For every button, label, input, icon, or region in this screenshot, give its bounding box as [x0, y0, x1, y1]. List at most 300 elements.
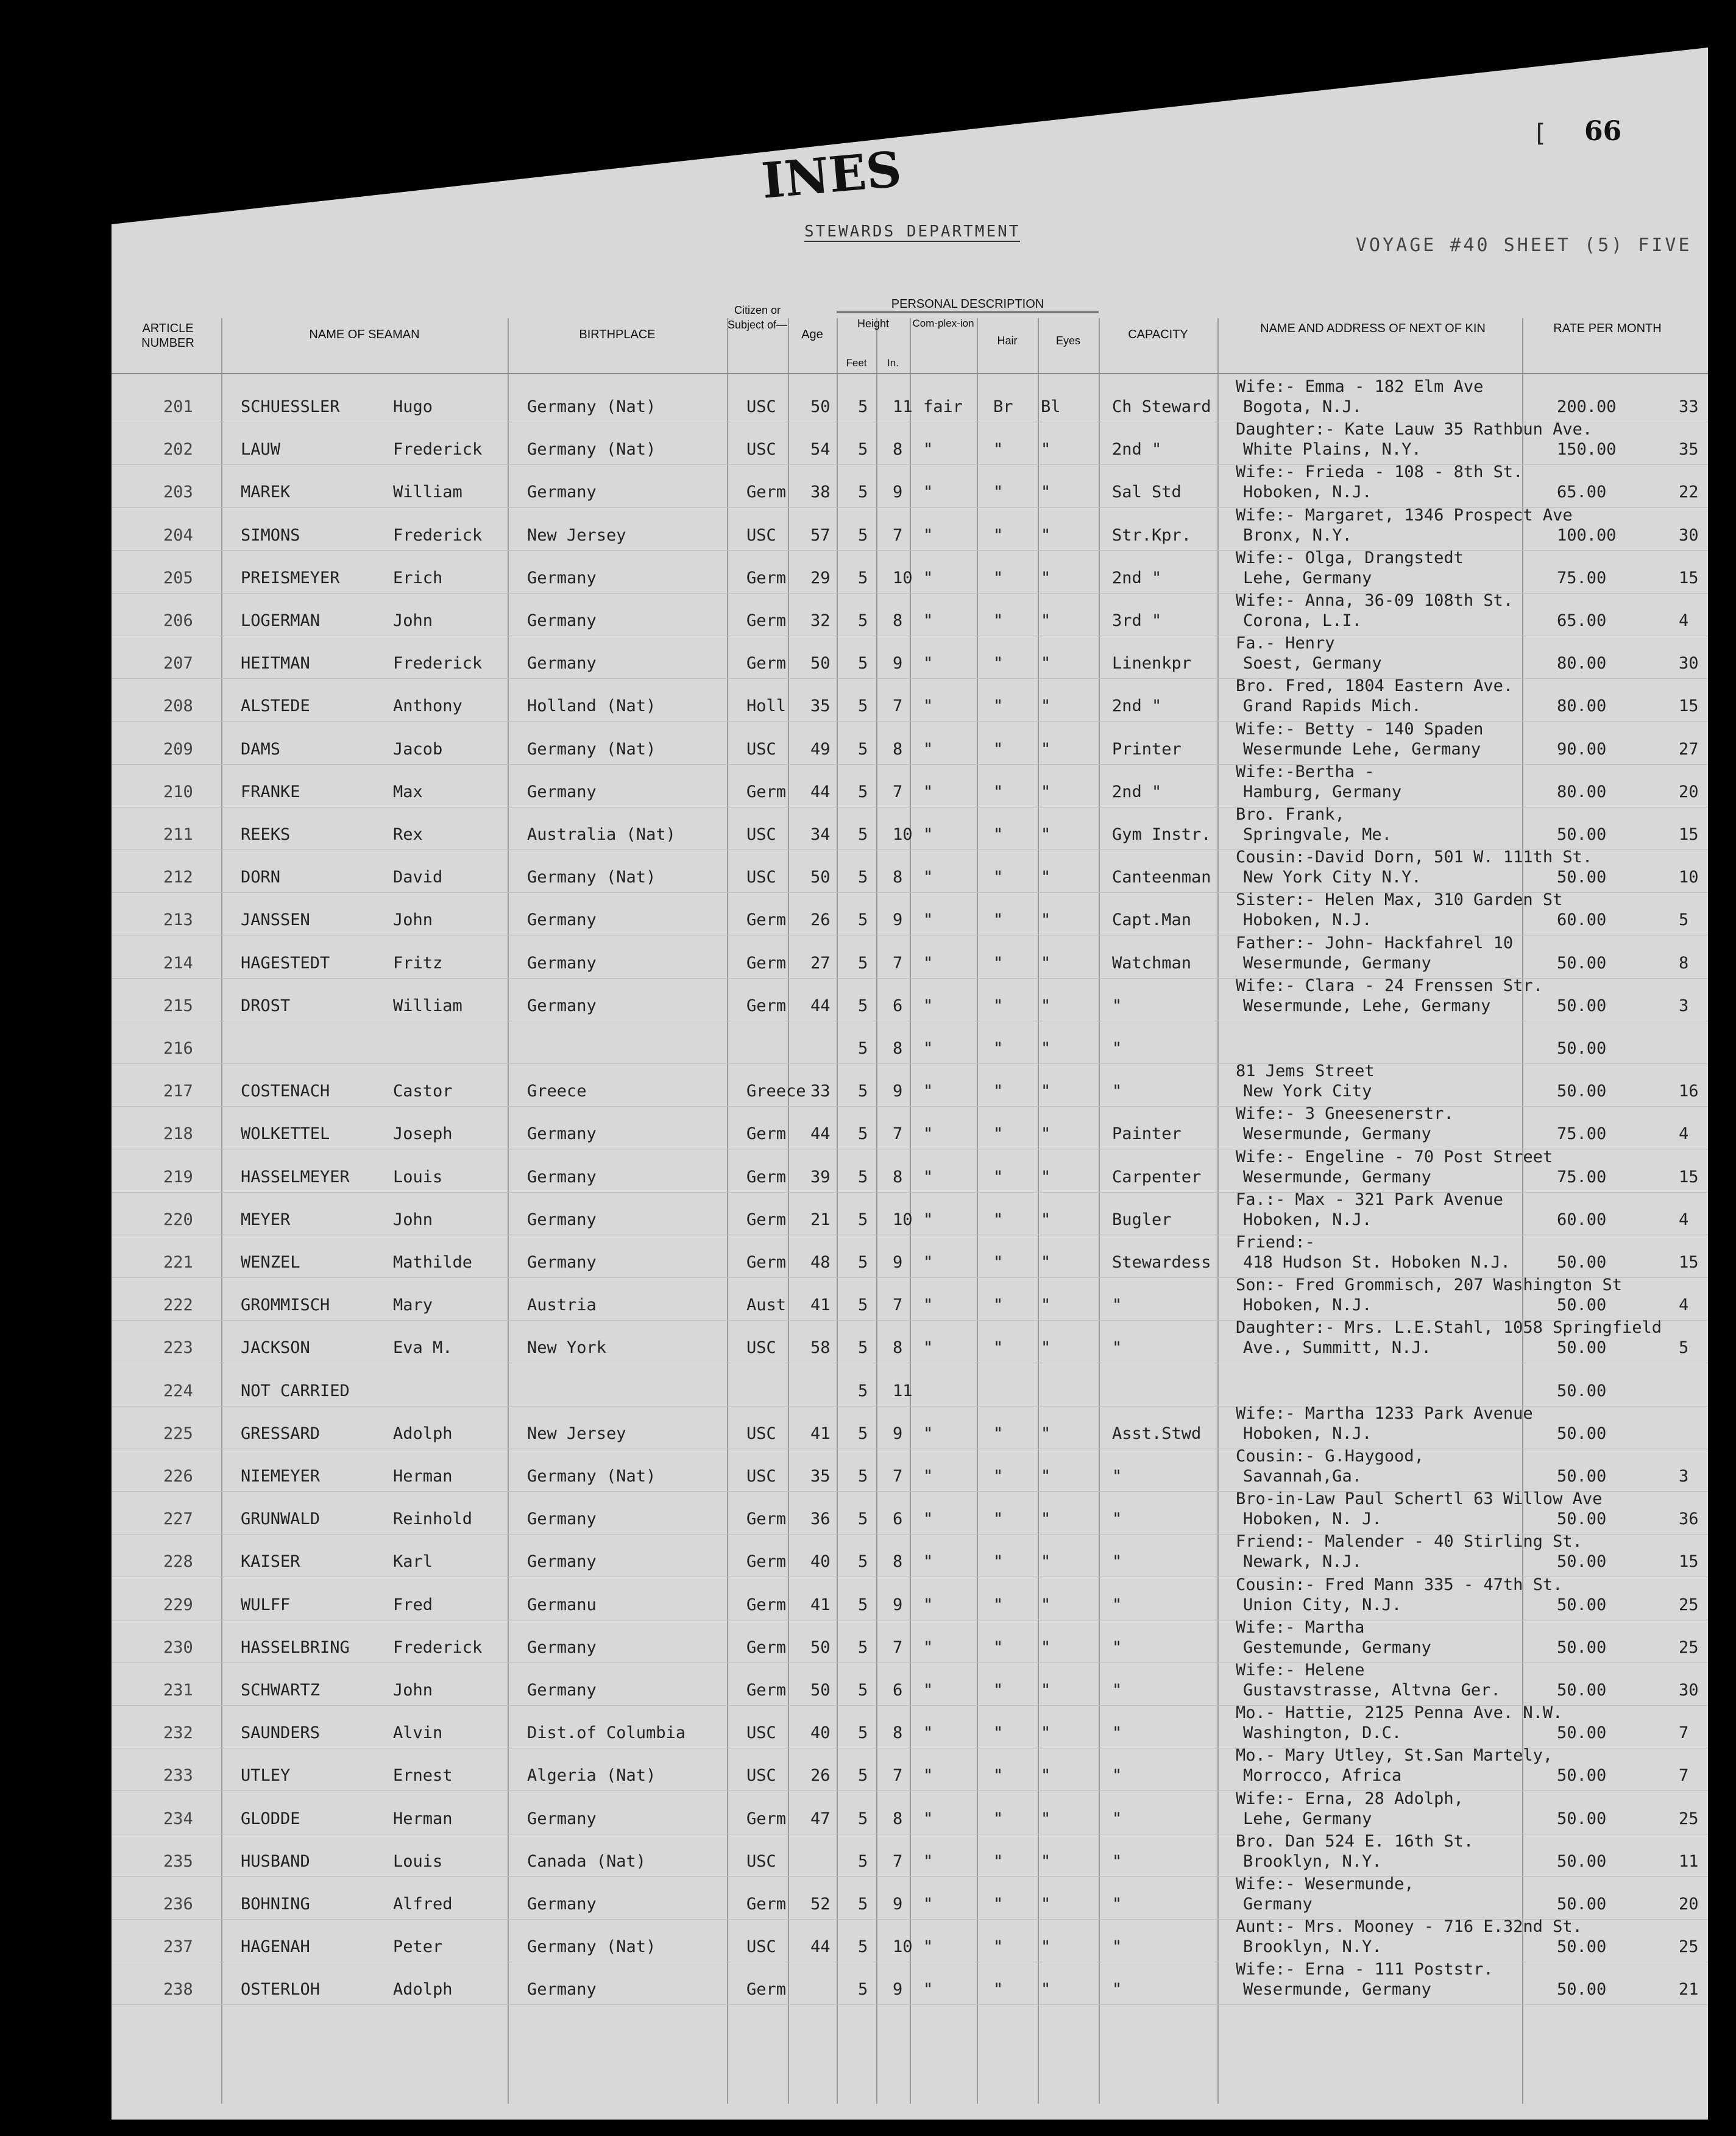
marginal-number: 4 — [1679, 611, 1689, 630]
eyes: " — [1041, 1895, 1051, 1914]
rate-per-month: 80.00 — [1557, 697, 1607, 715]
birthplace: New Jersey — [527, 1424, 626, 1443]
seaman-given-name: John — [393, 1681, 433, 1700]
table-row — [0, 762, 1736, 823]
article-number: 201 — [163, 397, 193, 416]
age: 21 — [810, 1210, 831, 1229]
hair: " — [993, 483, 1004, 502]
age: 26 — [810, 1766, 831, 1785]
article-number: 222 — [163, 1296, 193, 1315]
complexion: " — [923, 1039, 934, 1058]
height-inches: 7 — [893, 1638, 903, 1657]
height-inches: 9 — [893, 483, 903, 502]
next-of-kin-name: Father:- John- Hackfahrel 10 — [1236, 934, 1514, 953]
header-inches: In. — [887, 357, 899, 369]
next-of-kin-name: Daughter:- Mrs. L.E.Stahl, 1058 Springfield — [1236, 1318, 1662, 1337]
height-feet: 5 — [858, 1937, 868, 1956]
article-number: 208 — [163, 697, 193, 715]
hair: " — [993, 611, 1004, 630]
height-feet: 5 — [858, 740, 868, 759]
rate-per-month: 50.00 — [1557, 1980, 1607, 1999]
next-of-kin-address: Hoboken, N.J. — [1243, 910, 1372, 929]
seaman-given-name: Hugo — [393, 397, 433, 416]
capacity: Stewardess — [1112, 1253, 1211, 1272]
header-rate: RATE PER MONTH — [1553, 322, 1662, 335]
height-inches: 9 — [893, 910, 903, 929]
height-feet: 5 — [858, 1766, 868, 1785]
complexion: fair — [923, 397, 963, 416]
complexion: " — [923, 569, 934, 587]
article-number: 225 — [163, 1424, 193, 1443]
seaman-given-name: Frederick — [393, 526, 483, 545]
age: 52 — [810, 1895, 831, 1914]
seaman-given-name: Peter — [393, 1937, 443, 1956]
rate-per-month: 75.00 — [1557, 569, 1607, 587]
birthplace: Germany — [527, 569, 597, 587]
citizenship: USC — [746, 1424, 776, 1443]
article-number: 223 — [163, 1338, 193, 1357]
header-article-number: ARTICLE NUMBER — [141, 322, 194, 350]
next-of-kin-address: Newark, N.J. — [1243, 1552, 1362, 1571]
marginal-number: 33 — [1679, 397, 1699, 416]
hair: " — [993, 954, 1004, 973]
height-inches: 9 — [893, 1424, 903, 1443]
marginal-number: 5 — [1679, 1338, 1689, 1357]
height-feet: 5 — [858, 1681, 868, 1700]
next-of-kin-address: Savannah,Ga. — [1243, 1467, 1362, 1486]
next-of-kin-address: Hoboken, N.J. — [1243, 1296, 1372, 1315]
capacity: " — [1112, 1638, 1122, 1657]
height-inches: 7 — [893, 1766, 903, 1785]
height-feet: 5 — [858, 654, 868, 673]
hair: " — [993, 1552, 1004, 1571]
seaman-given-name: Louis — [393, 1168, 443, 1187]
birthplace: Germany — [527, 1510, 597, 1528]
birthplace: Germany — [527, 611, 597, 630]
capacity: Printer — [1112, 740, 1182, 759]
height-feet: 5 — [858, 1082, 868, 1101]
seaman-surname: HAGENAH — [241, 1937, 310, 1956]
article-number: 217 — [163, 1082, 193, 1101]
eyes: " — [1041, 1723, 1051, 1742]
birthplace: Germany (Nat) — [527, 440, 656, 459]
age: 47 — [810, 1809, 831, 1828]
marginal-number: 27 — [1679, 740, 1699, 759]
seaman-surname: WULFF — [241, 1595, 291, 1614]
marginal-number: 15 — [1679, 569, 1699, 587]
capacity: " — [1112, 1766, 1122, 1785]
age: 40 — [810, 1723, 831, 1742]
birthplace: Germany — [527, 483, 597, 502]
rate-per-month: 90.00 — [1557, 740, 1607, 759]
marginal-number: 10 — [1679, 868, 1699, 887]
marginal-number: 30 — [1679, 526, 1699, 545]
seaman-surname: GLODDE — [241, 1809, 300, 1828]
eyes: " — [1041, 868, 1051, 887]
department-title: STEWARDS DEPARTMENT — [804, 222, 1021, 241]
seaman-given-name: William — [393, 483, 462, 502]
citizenship: Germ — [746, 1510, 787, 1528]
citizenship: USC — [746, 1723, 776, 1742]
height-feet: 5 — [858, 868, 868, 887]
article-number: 232 — [163, 1723, 193, 1742]
seaman-surname: OSTERLOH — [241, 1980, 321, 1999]
marginal-number: 25 — [1679, 1937, 1699, 1956]
citizenship: Germ — [746, 611, 787, 630]
eyes: " — [1041, 1766, 1051, 1785]
hair: " — [993, 1296, 1004, 1315]
next-of-kin-address: Ave., Summitt, N.J. — [1243, 1338, 1431, 1357]
citizenship: Greece — [746, 1082, 806, 1101]
age: 41 — [810, 1424, 831, 1443]
complexion: " — [923, 1766, 934, 1785]
height-feet: 5 — [858, 1424, 868, 1443]
eyes: Bl — [1041, 397, 1061, 416]
seaman-surname: GRUNWALD — [241, 1510, 321, 1528]
rate-per-month: 50.00 — [1557, 954, 1607, 973]
height-inches: 8 — [893, 440, 903, 459]
seaman-surname: SCHWARTZ — [241, 1681, 321, 1700]
seaman-surname: KAISER — [241, 1552, 300, 1571]
page-number: 66 — [1584, 116, 1622, 147]
rate-per-month: 50.00 — [1557, 1082, 1607, 1101]
complexion: " — [923, 1723, 934, 1742]
complexion: " — [923, 825, 934, 844]
age: 54 — [810, 440, 831, 459]
next-of-kin-name: Wife:- Erna - 111 Poststr. — [1236, 1960, 1493, 1979]
height-feet: 5 — [858, 526, 868, 545]
seaman-given-name: Joseph — [393, 1124, 453, 1143]
hair: " — [993, 1124, 1004, 1143]
height-inches: 8 — [893, 1552, 903, 1571]
capacity: Carpenter — [1112, 1168, 1202, 1187]
height-feet: 5 — [858, 1039, 868, 1058]
next-of-kin-name: Cousin:- G.Haygood, — [1236, 1447, 1424, 1466]
seaman-surname: LAUW — [241, 440, 281, 459]
hair: " — [993, 697, 1004, 715]
article-number: 210 — [163, 782, 193, 801]
hair: " — [993, 526, 1004, 545]
article-number: 215 — [163, 996, 193, 1015]
article-number: 202 — [163, 440, 193, 459]
header-height: Height — [857, 318, 890, 330]
citizenship: Germ — [746, 1210, 787, 1229]
hair: " — [993, 825, 1004, 844]
birthplace: Austria — [527, 1296, 597, 1315]
birthplace: Germany — [527, 1124, 597, 1143]
complexion: " — [923, 1681, 934, 1700]
eyes: " — [1041, 1852, 1051, 1871]
rate-per-month: 50.00 — [1557, 868, 1607, 887]
height-inches: 8 — [893, 868, 903, 887]
complexion: " — [923, 1296, 934, 1315]
hair: " — [993, 1039, 1004, 1058]
complexion: " — [923, 1638, 934, 1657]
header-name-of-seaman: NAME OF SEAMAN — [309, 328, 420, 341]
capacity: " — [1112, 1852, 1122, 1871]
table-row — [0, 1618, 1736, 1678]
complexion: " — [923, 697, 934, 715]
complexion: " — [923, 1510, 934, 1528]
eyes: " — [1041, 1210, 1051, 1229]
rate-per-month: 50.00 — [1557, 1510, 1607, 1528]
seaman-surname: SAUNDERS — [241, 1723, 321, 1742]
age: 58 — [810, 1338, 831, 1357]
rate-per-month: 65.00 — [1557, 483, 1607, 502]
article-number: 216 — [163, 1039, 193, 1058]
next-of-kin-address: Wesermunde, Germany — [1243, 1980, 1431, 1999]
next-of-kin-address: Springvale, Me. — [1243, 825, 1392, 844]
birthplace: Holland (Nat) — [527, 697, 656, 715]
complexion: " — [923, 1467, 934, 1486]
header-rule — [112, 373, 1708, 374]
rate-per-month: 60.00 — [1557, 1210, 1607, 1229]
capacity: Linenkpr — [1112, 654, 1192, 673]
eyes: " — [1041, 1424, 1051, 1443]
height-inches: 6 — [893, 1510, 903, 1528]
table-row — [0, 1960, 1736, 2020]
birthplace: Germany (Nat) — [527, 1937, 656, 1956]
capacity: " — [1112, 1937, 1122, 1956]
rate-per-month: 50.00 — [1557, 1552, 1607, 1571]
capacity: 2nd " — [1112, 440, 1162, 459]
birthplace: Germany — [527, 1809, 597, 1828]
seaman-surname: HEITMAN — [241, 654, 310, 673]
article-number: 230 — [163, 1638, 193, 1657]
height-inches: 7 — [893, 782, 903, 801]
eyes: " — [1041, 697, 1051, 715]
eyes: " — [1041, 740, 1051, 759]
height-inches: 8 — [893, 740, 903, 759]
table-row — [0, 1190, 1736, 1251]
capacity: " — [1112, 1039, 1122, 1058]
next-of-kin-address: Bogota, N.J. — [1243, 397, 1362, 416]
seaman-given-name: John — [393, 611, 433, 630]
citizenship: USC — [746, 825, 776, 844]
capacity: Asst.Stwd — [1112, 1424, 1202, 1443]
row-rule — [112, 1876, 1708, 1877]
eyes: " — [1041, 1253, 1051, 1272]
capacity: 2nd " — [1112, 697, 1162, 715]
hair: " — [993, 1766, 1004, 1785]
marginal-number: 7 — [1679, 1723, 1689, 1742]
seaman-surname: HASSELBRING — [241, 1638, 350, 1657]
seaman-given-name: William — [393, 996, 462, 1015]
next-of-kin-name: Cousin:- Fred Mann 335 - 47th St. — [1236, 1575, 1563, 1594]
marginal-number: 30 — [1679, 654, 1699, 673]
seaman-given-name: Castor — [393, 1082, 453, 1101]
age: 36 — [810, 1510, 831, 1528]
rate-per-month: 50.00 — [1557, 1681, 1607, 1700]
age: 50 — [810, 397, 831, 416]
birthplace: Germany — [527, 1253, 597, 1272]
complexion: " — [923, 1552, 934, 1571]
age: 44 — [810, 782, 831, 801]
next-of-kin-name: Fa.- Henry — [1236, 634, 1335, 653]
seaman-given-name: Frederick — [393, 440, 483, 459]
marginal-number: 4 — [1679, 1210, 1689, 1229]
citizenship: Germ — [746, 1980, 787, 1999]
height-inches: 10 — [893, 569, 913, 587]
rate-per-month: 80.00 — [1557, 654, 1607, 673]
height-inches: 11 — [893, 1382, 913, 1400]
age: 29 — [810, 569, 831, 587]
capacity: Sal Std — [1112, 483, 1182, 502]
seaman-surname: GROMMISCH — [241, 1296, 330, 1315]
rate-per-month: 50.00 — [1557, 1382, 1607, 1400]
next-of-kin-name: Cousin:-David Dorn, 501 W. 111th St. — [1236, 848, 1593, 867]
height-inches: 9 — [893, 1082, 903, 1101]
torn-heading: INES — [759, 140, 904, 210]
complexion: " — [923, 526, 934, 545]
next-of-kin-name: Wife:- Olga, Drangstedt — [1236, 548, 1464, 567]
next-of-kin-address: Brooklyn, N.Y. — [1243, 1937, 1382, 1956]
header-age: Age — [801, 328, 823, 341]
height-inches: 7 — [893, 1296, 903, 1315]
height-inches: 10 — [893, 1937, 913, 1956]
seaman-given-name: Reinhold — [393, 1510, 473, 1528]
seaman-surname: SIMONS — [241, 526, 300, 545]
article-number: 205 — [163, 569, 193, 587]
hair: " — [993, 1082, 1004, 1101]
height-feet: 5 — [858, 611, 868, 630]
height-inches: 9 — [893, 1980, 903, 1999]
seaman-surname: JACKSON — [241, 1338, 310, 1357]
capacity: 3rd " — [1112, 611, 1162, 630]
complexion: " — [923, 1338, 934, 1357]
seaman-given-name: Eva M. — [393, 1338, 453, 1357]
height-inches: 8 — [893, 1039, 903, 1058]
seaman-surname: FRANKE — [241, 782, 300, 801]
rate-per-month: 150.00 — [1557, 440, 1617, 459]
hair: " — [993, 440, 1004, 459]
height-feet: 5 — [858, 1809, 868, 1828]
page-mark: [ — [1532, 119, 1548, 147]
next-of-kin-name: Wife:- Helene — [1236, 1661, 1365, 1680]
article-number: 213 — [163, 910, 193, 929]
article-number: 206 — [163, 611, 193, 630]
birthplace: Germanu — [527, 1595, 597, 1614]
seaman-surname: MEYER — [241, 1210, 291, 1229]
hair: " — [993, 868, 1004, 887]
next-of-kin-address: Hoboken, N.J. — [1243, 1424, 1372, 1443]
age: 50 — [810, 1681, 831, 1700]
age: 27 — [810, 954, 831, 973]
table-row — [0, 591, 1736, 651]
article-number: 207 — [163, 654, 193, 673]
next-of-kin-name: Sister:- Helen Max, 310 Garden St — [1236, 890, 1563, 909]
marginal-number: 4 — [1679, 1124, 1689, 1143]
seaman-surname: DAMS — [241, 740, 281, 759]
eyes: " — [1041, 440, 1051, 459]
marginal-number: 15 — [1679, 1253, 1699, 1272]
article-number: 229 — [163, 1595, 193, 1614]
hair: " — [993, 1210, 1004, 1229]
header-eyes: Eyes — [1055, 335, 1081, 347]
row-rule — [112, 1106, 1708, 1107]
complexion: " — [923, 1168, 934, 1187]
age: 34 — [810, 825, 831, 844]
table-row — [0, 1039, 1736, 1079]
height-inches: 7 — [893, 1124, 903, 1143]
age: 32 — [810, 611, 831, 630]
rate-per-month: 50.00 — [1557, 1424, 1607, 1443]
citizenship: USC — [746, 1467, 776, 1486]
hair: " — [993, 1595, 1004, 1614]
citizenship: Germ — [746, 1681, 787, 1700]
birthplace: New Jersey — [527, 526, 626, 545]
height-feet: 5 — [858, 910, 868, 929]
birthplace: Germany — [527, 1210, 597, 1229]
citizenship: USC — [746, 1766, 776, 1785]
seaman-surname: JANSSEN — [241, 910, 310, 929]
rate-per-month: 50.00 — [1557, 1253, 1607, 1272]
capacity: Bugler — [1112, 1210, 1172, 1229]
next-of-kin-address: Union City, N.J. — [1243, 1595, 1402, 1614]
next-of-kin-name: Wife:- Emma - 182 Elm Ave — [1236, 377, 1484, 396]
next-of-kin-name: Fa.:- Max - 321 Park Avenue — [1236, 1190, 1503, 1209]
next-of-kin-address: Wesermunde, Lehe, Germany — [1243, 996, 1491, 1015]
next-of-kin-name: Bro. Dan 524 E. 16th St. — [1236, 1832, 1474, 1851]
eyes: " — [1041, 996, 1051, 1015]
hair: " — [993, 1168, 1004, 1187]
eyes: " — [1041, 954, 1051, 973]
seaman-given-name: Max — [393, 782, 423, 801]
hair: " — [993, 1681, 1004, 1700]
next-of-kin-address: Brooklyn, N.Y. — [1243, 1852, 1382, 1871]
citizenship: Germ — [746, 483, 787, 502]
height-inches: 9 — [893, 1595, 903, 1614]
age: 26 — [810, 910, 831, 929]
eyes: " — [1041, 1296, 1051, 1315]
citizenship: USC — [746, 526, 776, 545]
next-of-kin-address: Hoboken, N.J. — [1243, 483, 1372, 502]
article-number: 228 — [163, 1552, 193, 1571]
hair: " — [993, 1424, 1004, 1443]
rate-per-month: 50.00 — [1557, 1595, 1607, 1614]
marginal-number: 30 — [1679, 1681, 1699, 1700]
eyes: " — [1041, 1638, 1051, 1657]
height-feet: 5 — [858, 1168, 868, 1187]
header-hair: Hair — [997, 335, 1018, 347]
header-personal-description: PERSONAL DESCRIPTION — [837, 297, 1099, 313]
height-inches: 9 — [893, 1895, 903, 1914]
marginal-number: 15 — [1679, 1168, 1699, 1187]
seaman-given-name: Louis — [393, 1852, 443, 1871]
next-of-kin-name: Friend:- — [1236, 1233, 1316, 1252]
capacity: Watchman — [1112, 954, 1192, 973]
eyes: " — [1041, 1552, 1051, 1571]
capacity: " — [1112, 1809, 1122, 1828]
citizenship: USC — [746, 740, 776, 759]
height-feet: 5 — [858, 483, 868, 502]
next-of-kin-address: Hoboken, N. J. — [1243, 1510, 1382, 1528]
hair: " — [993, 569, 1004, 587]
seaman-surname: NIEMEYER — [241, 1467, 321, 1486]
eyes: " — [1041, 1595, 1051, 1614]
rate-per-month: 50.00 — [1557, 1809, 1607, 1828]
capacity: " — [1112, 1467, 1122, 1486]
next-of-kin-address: Soest, Germany — [1243, 654, 1382, 673]
row-rule — [112, 764, 1708, 765]
height-inches: 6 — [893, 1681, 903, 1700]
height-inches: 7 — [893, 526, 903, 545]
capacity: " — [1112, 1595, 1122, 1614]
hair: " — [993, 1852, 1004, 1871]
capacity: Ch Steward — [1112, 397, 1211, 416]
birthplace: Germany — [527, 996, 597, 1015]
seaman-given-name: Karl — [393, 1552, 433, 1571]
